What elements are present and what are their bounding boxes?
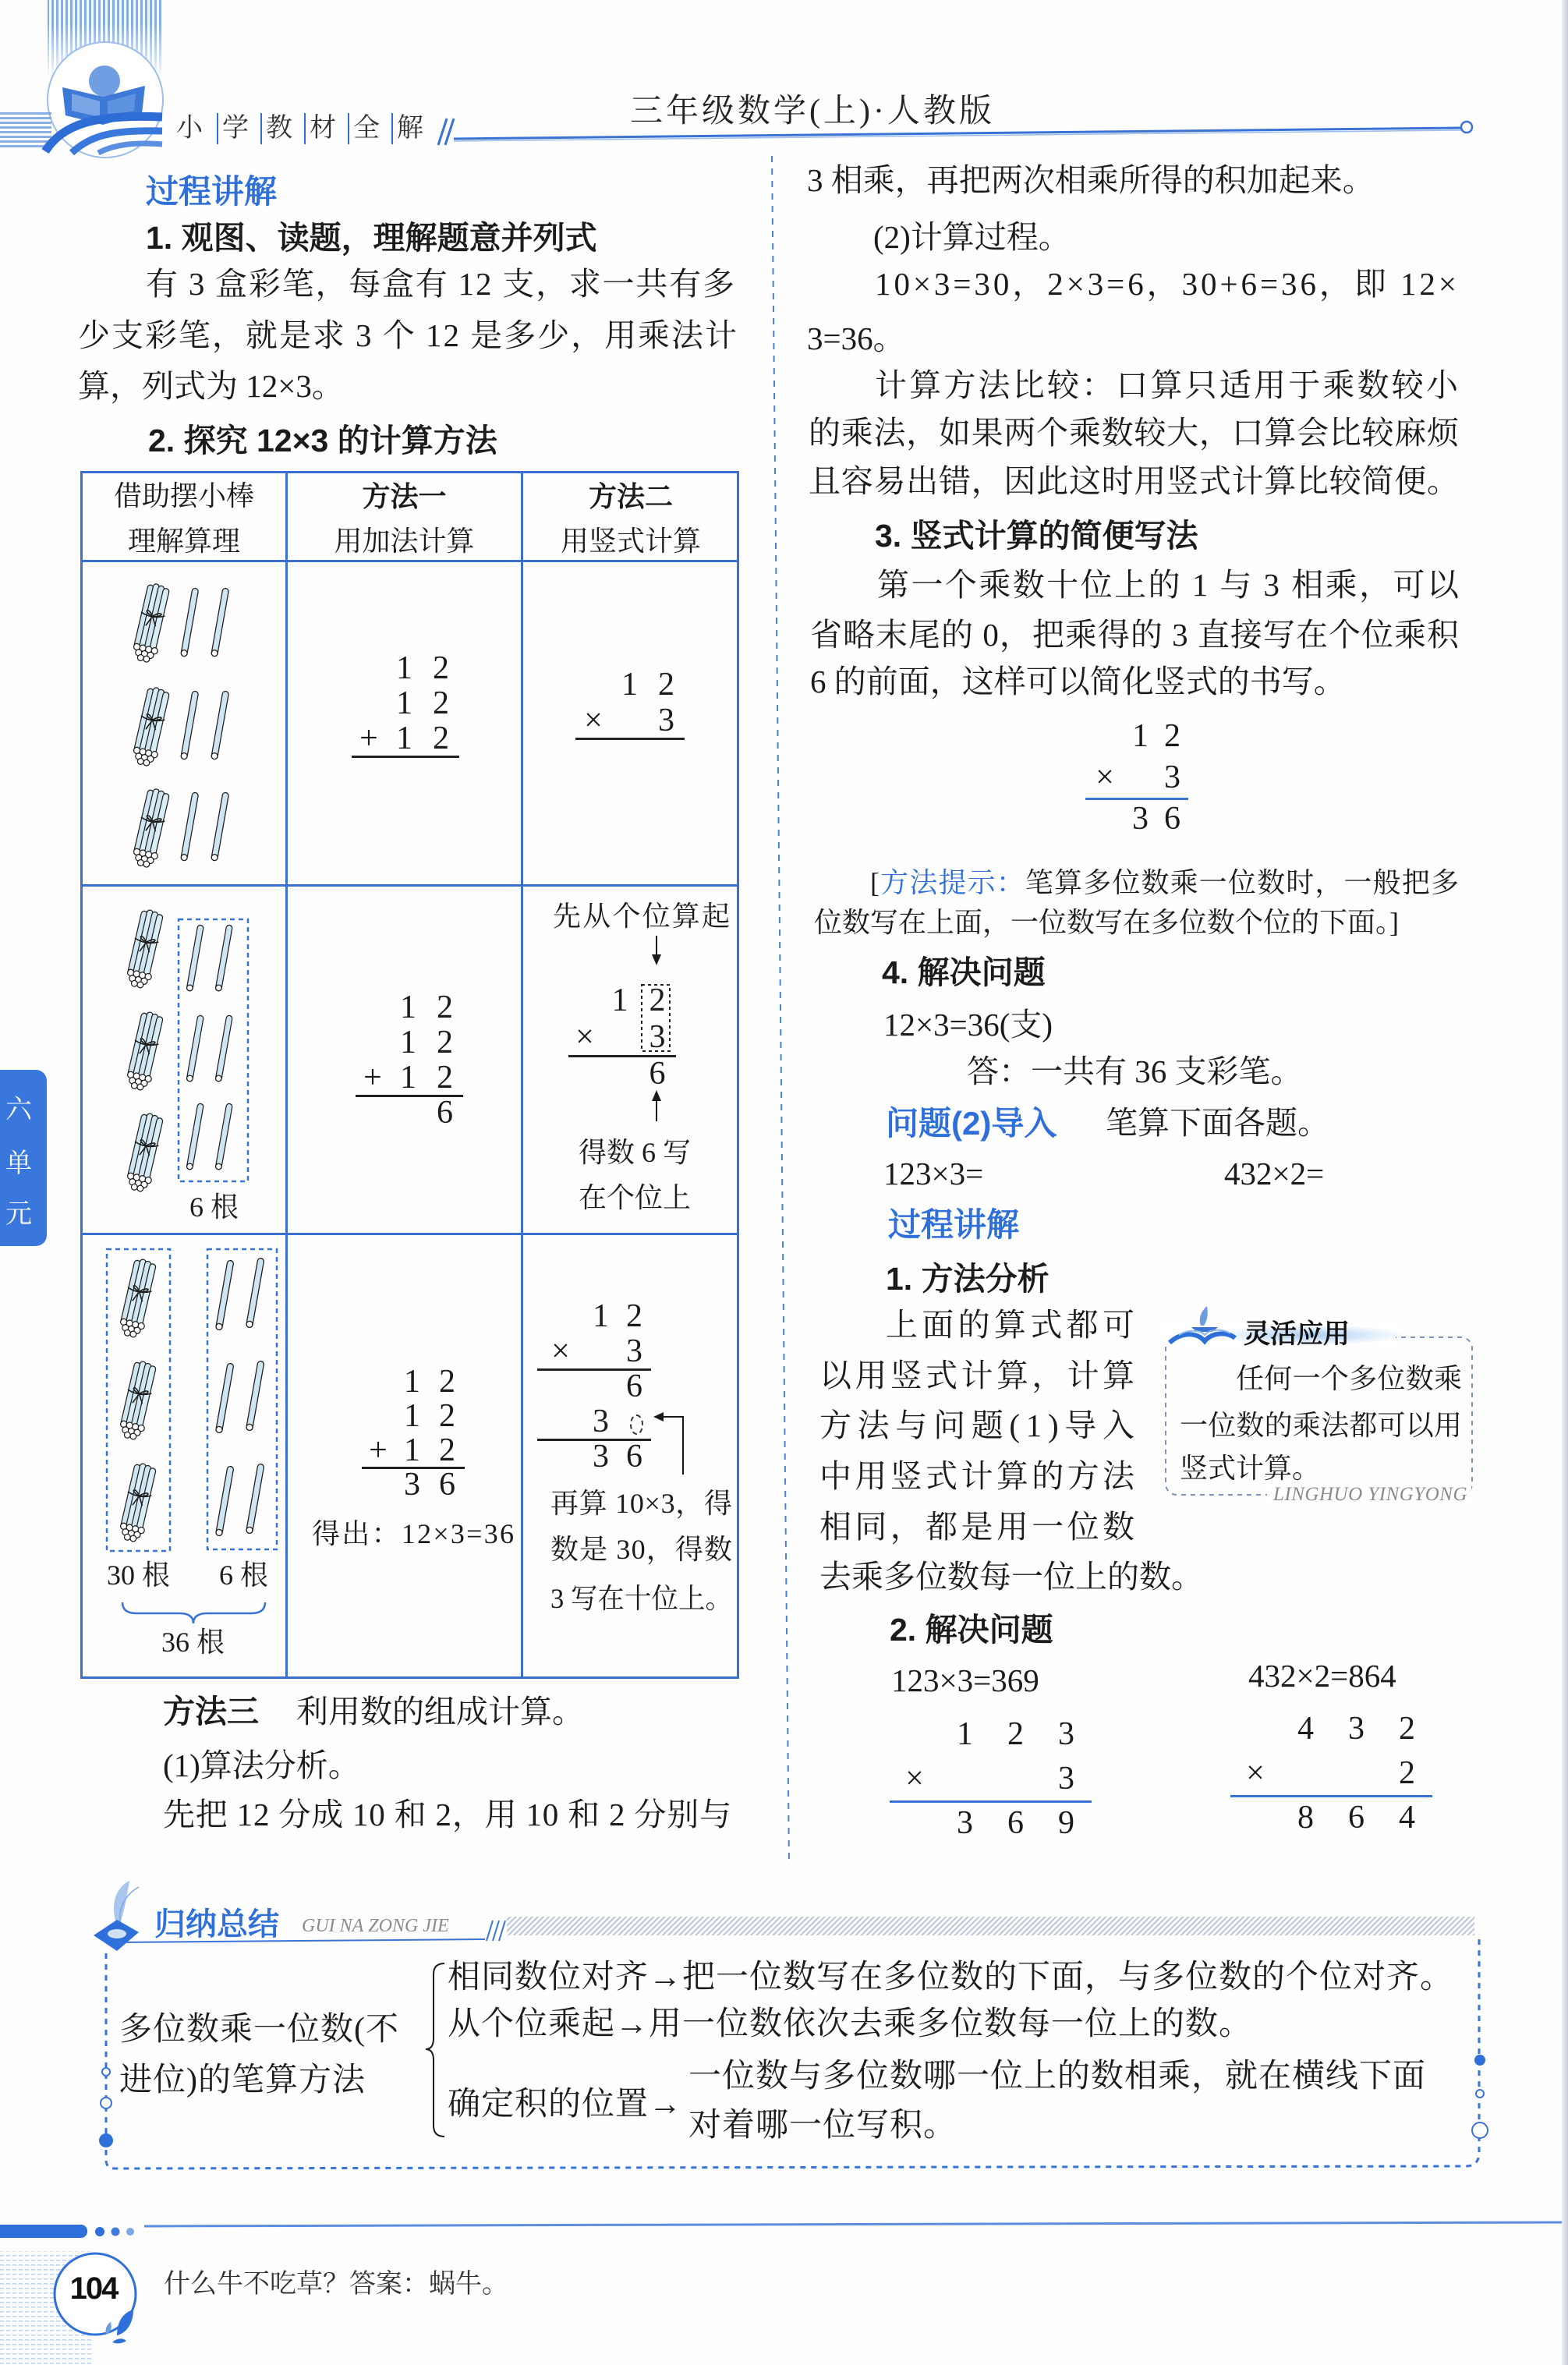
calc-digit — [1280, 1751, 1331, 1796]
calc-row — [352, 651, 459, 686]
summary-point-text: 用一位数依次去乘多位数每一位上的数。 — [649, 2006, 1253, 2042]
summary-point — [448, 2004, 1252, 2044]
vertical-multiplication — [537, 1299, 651, 1475]
calc-digit: 1 — [404, 1432, 420, 1468]
calc-digit: 2 — [437, 1060, 453, 1096]
paragraph-line: 方法与问题(1)导入 — [819, 1407, 1141, 1443]
calc-digit: 2 — [1399, 1755, 1415, 1791]
calc-row — [1085, 757, 1188, 798]
brand-char: 教 — [260, 113, 304, 144]
tip-text: 位数写在上面，一位数写在多位数个位的下面。 — [814, 907, 1390, 938]
calc-digit: 1 — [396, 685, 412, 721]
calc-row — [537, 1334, 651, 1369]
step-title: 1. 观图、读题，理解题意并列式 — [146, 220, 597, 256]
calc-digit: 1 — [404, 1364, 420, 1400]
calc-digit: 3 — [658, 703, 674, 738]
multiply-sign: × — [551, 1333, 570, 1369]
brand-char: 学 — [217, 113, 260, 144]
calc-row — [568, 1019, 676, 1056]
calc-digit: 1 — [400, 1060, 416, 1096]
multiply-sign: × — [584, 703, 603, 738]
unit-tab-char: 单 — [5, 1148, 32, 1179]
calc-digit: 3 — [649, 1019, 666, 1055]
summary-point — [448, 1957, 1453, 1997]
calc-digit: 2 — [1399, 1711, 1415, 1747]
loose-sticks-label: 6 根 — [219, 1560, 269, 1591]
calc-digit — [584, 1334, 618, 1369]
step-title: 4. 解决问题 — [882, 954, 1046, 990]
paragraph-line: 3=36。 — [807, 320, 905, 356]
answer: 答：一共有 36 支彩笔。 — [967, 1053, 1303, 1089]
equation: 12×3=36(支) — [883, 1007, 1053, 1043]
calc-digit: 2 — [439, 1432, 455, 1468]
calc-digit — [1124, 757, 1156, 798]
calc-digit: 6 — [1348, 1800, 1364, 1836]
calc-row — [362, 1399, 465, 1433]
problem-2-prompt: 笔算下面各题。 — [1106, 1105, 1329, 1141]
calc-digit: 2 — [433, 650, 449, 686]
calc-digit: 2 — [1164, 718, 1180, 754]
table-header-sticks: 理解算理 — [127, 526, 240, 557]
tip-text: 笔算多位数乘一位数时，一般把多 — [1025, 867, 1460, 898]
table-column-line — [521, 471, 523, 1679]
calc-row — [537, 1369, 651, 1404]
calc-digit: 1 — [400, 1025, 416, 1060]
summary-point — [448, 2084, 682, 2124]
process-title: (2)计算过程。 — [873, 219, 1071, 255]
calc-digit: 1 — [957, 1716, 973, 1752]
unit-tab-char: 六 — [5, 1094, 32, 1125]
summary-point-text: 把一位数写在多位数的下面，与多位数的个位对齐。 — [682, 1960, 1454, 1995]
summary-title: 归纳总结 — [154, 1907, 279, 1942]
multiply-sign: × — [1246, 1755, 1265, 1791]
calc-digit: 6 — [626, 1439, 642, 1475]
calc-operator-slot — [362, 1365, 395, 1399]
table-header-method-1-subtitle: 用加法计算 — [334, 526, 475, 557]
vertical-multiplication — [1230, 1707, 1432, 1840]
calc-row — [1085, 716, 1188, 757]
brand-char: 小 — [176, 114, 203, 143]
calc-digit: 2 — [437, 1025, 453, 1060]
paragraph-line: 计算方法比较：口算只适用于乘数较小 — [875, 367, 1461, 403]
calc-digit: 2 — [433, 685, 449, 721]
calc-digit: 2 — [626, 1298, 642, 1334]
book-title: 三年级数学(上)·人教版 — [630, 94, 995, 129]
paragraph-line: 10×3=30，2×3=6，30+6=36，即 12× — [875, 266, 1460, 302]
paragraph-line: 去乘多位数每一位上的数。 — [819, 1559, 1203, 1595]
calc-row — [356, 990, 463, 1025]
arrow-right-icon: → — [649, 1958, 683, 1995]
calc-operator-slot — [362, 1468, 395, 1502]
calc-digit: 2 — [658, 667, 674, 703]
table-header-method-2: 方法二 — [588, 480, 673, 512]
series-brand — [173, 113, 435, 144]
calc-operator-slot — [352, 651, 386, 686]
vertical-addition — [352, 651, 459, 756]
tens-sticks-label: 30 根 — [107, 1560, 171, 1591]
calc-row — [1230, 1707, 1432, 1751]
flexible-use-pinyin: LINGHUO YINGYONG — [1273, 1484, 1468, 1505]
brand-char: 解 — [391, 113, 435, 144]
calc-digit: 1 — [396, 650, 412, 686]
calc-digit: 1 — [593, 1298, 609, 1334]
method-tip-line — [814, 906, 1399, 940]
calc-operator-slot — [537, 1404, 584, 1439]
table-column-line — [285, 471, 288, 1679]
paragraph-line: 相同，都是用一位数 — [819, 1509, 1138, 1545]
paragraph-line: 先把 12 分成 10 和 2，用 10 和 2 分别与 — [163, 1797, 732, 1832]
paragraph-line: 3 相乘，再把两次相乘所得的积加起来。 — [807, 162, 1375, 198]
calc-operator-slot — [537, 1369, 584, 1404]
method-3-label: 方法三 — [163, 1694, 259, 1729]
step-note: 先从个位算起 — [553, 901, 732, 932]
calc-row — [568, 1056, 676, 1092]
problem-2-label: 问题(2)导入 — [886, 1105, 1057, 1142]
calc-operator-slot — [356, 1096, 390, 1131]
calc-row — [362, 1468, 465, 1502]
summary-topic-line: 多位数乘一位数(不 — [119, 2012, 399, 2048]
equation: 432×2=864 — [1248, 1658, 1396, 1694]
summary-title-pinyin: GUI NA ZONG JIE — [302, 1916, 449, 1936]
brand-char: 全 — [348, 113, 391, 144]
calc-digit: 1 — [404, 1398, 420, 1434]
calc-digit: 6 — [1164, 801, 1180, 837]
calc-digit: 3 — [1164, 759, 1180, 795]
calc-digit: 3 — [593, 1404, 609, 1439]
calc-digit: 3 — [1348, 1711, 1364, 1747]
calc-row — [362, 1365, 465, 1399]
summary-topic-line: 进位)的笔算方法 — [119, 2062, 366, 2098]
section-heading: 过程讲解 — [146, 173, 278, 210]
multiply-sign: × — [575, 1019, 594, 1055]
paragraph-line: 中用竖式计算的方法 — [819, 1458, 1138, 1494]
calc-digit: 2 — [439, 1364, 455, 1400]
multiply-sign: × — [1095, 759, 1114, 795]
step-title: 3. 竖式计算的简便写法 — [875, 518, 1198, 554]
calc-digit: 2 — [649, 982, 666, 1018]
unit-side-tab — [0, 1070, 47, 1246]
slash-decoration-icon — [438, 119, 454, 145]
step-title: 2. 探究 12×3 的计算方法 — [148, 423, 497, 458]
calc-digit — [940, 1757, 990, 1801]
brand-char: 材 — [304, 113, 348, 144]
calc-digit: 3 — [1058, 1761, 1074, 1797]
method-tip-line — [870, 866, 1459, 900]
calc-digit: 6 — [439, 1467, 455, 1503]
calc-digit — [611, 703, 648, 738]
calc-digit: 3 — [593, 1439, 609, 1475]
summary-point-key: 确定积的位置 — [448, 2087, 649, 2122]
calc-digit: 8 — [1297, 1800, 1314, 1836]
method-3-text: 利用数的组成计算。 — [296, 1694, 584, 1729]
calc-operator-slot — [890, 1712, 940, 1757]
calc-row — [1230, 1751, 1432, 1796]
unit-tab-char: 元 — [5, 1198, 32, 1230]
calc-digit: 3 — [1132, 801, 1149, 837]
calc-digit: 2 — [439, 1398, 455, 1434]
table-row-line — [80, 1233, 739, 1235]
calc-digit: 1 — [621, 667, 638, 703]
vertical-addition — [362, 1365, 465, 1502]
calc-digit — [601, 1019, 639, 1056]
calc-digit: 1 — [400, 990, 416, 1025]
calc-row — [568, 982, 676, 1019]
calc-row — [1085, 798, 1188, 840]
calc-row — [537, 1299, 651, 1334]
calc-operator-slot — [356, 990, 390, 1025]
calc-digit — [990, 1757, 1041, 1801]
tip-open-bracket: [ — [870, 867, 881, 898]
calc-digit — [601, 1056, 639, 1092]
step-note: 数是 30，得数 — [550, 1534, 734, 1565]
vertical-multiplication — [1085, 716, 1188, 840]
calc-digit: 1 — [611, 982, 628, 1018]
calc-operator-slot — [537, 1299, 584, 1334]
footer-riddle: 什么牛不吃草？答案：蜗牛。 — [164, 2268, 508, 2300]
calc-digit: 1 — [1132, 718, 1149, 754]
calc-row — [890, 1801, 1092, 1846]
series-logo-icon — [0, 0, 163, 158]
table-header-sticks: 借助摆小棒 — [113, 480, 254, 512]
flexible-use-title: 灵活应用 — [1244, 1319, 1350, 1349]
vertical-multiplication — [575, 667, 685, 738]
calc-operator-slot — [356, 1025, 390, 1060]
calc-digit: 6 — [649, 1056, 666, 1092]
vertical-multiplication — [890, 1712, 1092, 1846]
table-row-line — [80, 560, 739, 562]
calc-operator-slot — [1085, 798, 1124, 840]
plus-sign: + — [359, 720, 378, 756]
calc-row — [356, 1060, 463, 1096]
summary-point-text: 一位数与多位数哪一位上的数相乘，就在横线下面 — [688, 2059, 1427, 2094]
vertical-multiplication — [568, 982, 676, 1092]
equation: 123×3=369 — [891, 1662, 1039, 1698]
paragraph-line: 算，列式为 12×3。 — [78, 368, 344, 404]
calc-row — [352, 686, 459, 721]
calc-digit: 2 — [433, 720, 449, 756]
calc-digit — [1331, 1751, 1382, 1796]
paragraph-line: 的乘法，如果两个乘数较大，口算会比较麻烦 — [809, 415, 1460, 451]
flexible-use-line: 一位数的乘法都可以用 — [1180, 1410, 1463, 1441]
table-row-line — [80, 884, 739, 887]
calc-digit: 3 — [404, 1467, 420, 1503]
summary-point-key: 从个位乘起 — [448, 2006, 616, 2042]
step-note: 得数 6 写 — [579, 1137, 692, 1168]
step-note: 在个位上 — [579, 1182, 692, 1213]
paragraph-line: 少支彩笔，就是求 3 个 12 是多少，用乘法计 — [78, 317, 738, 353]
calc-digit: 2 — [1007, 1716, 1024, 1752]
page-binding-edge — [1562, 0, 1568, 2365]
summary-point-key: 相同数位对齐 — [448, 1960, 649, 1995]
plus-sign: + — [363, 1060, 382, 1096]
calc-operator-slot — [1230, 1796, 1280, 1840]
calc-digit: 4 — [1297, 1711, 1314, 1747]
calc-row — [1230, 1796, 1432, 1840]
calc-row — [890, 1757, 1092, 1801]
paragraph-line: 第一个乘数十位上的 1 与 3 相乘，可以 — [877, 567, 1461, 603]
vertical-addition — [356, 990, 463, 1131]
summary-brace-icon — [426, 1963, 444, 2137]
paragraph-line: 以用竖式计算，计算 — [819, 1358, 1138, 1393]
inkwell-feather-icon — [94, 1881, 139, 1951]
calc-row — [356, 1025, 463, 1060]
total-sticks-label: 36 根 — [161, 1627, 225, 1658]
summary-point-text: 对着哪一位写积。 — [688, 2108, 957, 2144]
calc-digit: 6 — [1007, 1805, 1024, 1841]
step-title: 2. 解决问题 — [890, 1612, 1053, 1648]
calc-digit: 3 — [626, 1333, 642, 1369]
calc-operator-slot — [1230, 1707, 1280, 1751]
calc-operator-slot — [890, 1801, 940, 1846]
step-title: 1. 方法分析 — [886, 1261, 1049, 1297]
calc-operator-slot — [352, 686, 386, 721]
omitted-zero-digit — [618, 1404, 651, 1439]
calc-row — [537, 1439, 651, 1475]
calc-digit — [390, 1096, 427, 1131]
step-note: 再算 10×3，得 — [550, 1488, 733, 1519]
section-heading: 过程讲解 — [888, 1206, 1020, 1243]
analysis-title: (1)算法分析。 — [163, 1747, 360, 1783]
calc-digit: 3 — [1058, 1716, 1074, 1752]
paragraph-line: 上面的算式都可 — [886, 1307, 1139, 1343]
calc-digit: 3 — [957, 1805, 973, 1841]
page-number: 104 — [69, 2271, 118, 2306]
arrow-right-icon: → — [649, 2085, 683, 2122]
calc-digit: 6 — [437, 1095, 453, 1131]
method-3-line — [163, 1693, 584, 1731]
paragraph-line: 且容易出错，因此这时用竖式计算比较简便。 — [809, 463, 1460, 499]
step-note: 3 写在十位上。 — [550, 1583, 732, 1614]
calc-row — [890, 1712, 1092, 1757]
calc-operator-slot — [568, 1056, 601, 1092]
flexible-use-line: 竖式计算。 — [1180, 1453, 1321, 1484]
calc-row — [575, 703, 685, 738]
calc-row — [352, 721, 459, 756]
loose-sticks-label: 6 根 — [189, 1191, 239, 1223]
calc-operator-slot — [575, 667, 611, 703]
exercise: 432×2= — [1224, 1156, 1325, 1191]
addition-conclusion: 得出：12×3=36 — [312, 1518, 516, 1549]
paragraph-line: 省略末尾的 0，把乘得的 3 直接写在个位乘积 — [810, 617, 1460, 653]
tip-label: 方法提示： — [880, 867, 1025, 898]
calc-digit: 2 — [437, 990, 453, 1025]
plus-sign: + — [369, 1432, 388, 1468]
calc-row — [575, 667, 685, 703]
table-header-method-1: 方法一 — [362, 480, 447, 512]
calc-digit — [584, 1369, 618, 1404]
calc-operator-slot — [362, 1399, 395, 1433]
tip-close-bracket: ] — [1389, 907, 1400, 938]
calc-operator-slot — [537, 1439, 584, 1475]
calc-digit: 4 — [1399, 1800, 1415, 1836]
calc-digit: 9 — [1058, 1805, 1074, 1841]
exercise: 123×3= — [883, 1156, 984, 1191]
column-divider — [772, 156, 789, 1865]
calc-digit: 6 — [626, 1368, 642, 1404]
footer-rule — [0, 2222, 1568, 2238]
calc-digit: 1 — [396, 720, 412, 756]
calc-operator-slot — [1085, 716, 1124, 757]
calc-row — [356, 1096, 463, 1131]
arrow-right-icon: → — [615, 2005, 649, 2041]
calc-operator-slot — [568, 982, 601, 1019]
paragraph-line: 6 的前面，这样可以简化竖式的书写。 — [810, 664, 1346, 699]
calc-row — [537, 1404, 651, 1439]
paragraph-line: 有 3 盒彩笔，每盒有 12 支，求一共有多 — [146, 266, 736, 302]
table-header-method-2-subtitle: 用竖式计算 — [560, 526, 701, 557]
multiply-sign: × — [905, 1761, 924, 1797]
flexible-use-line: 任何一个多位数乘 — [1236, 1363, 1463, 1394]
calc-row — [362, 1433, 465, 1468]
